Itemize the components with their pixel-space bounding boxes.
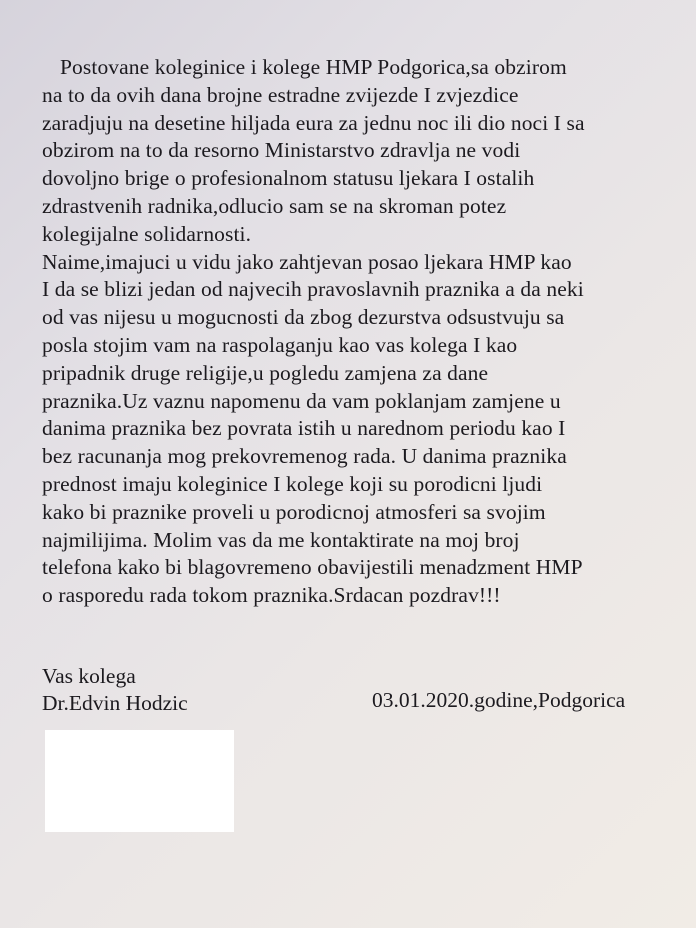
letter-line: I da se blizi jedan od najvecih pravoslavnih praznika a da neki [42,277,584,302]
letter-line: kolegijalne solidarnosti. [42,221,252,246]
letter-line: danima praznika bez povrata istih u narednom periodu kao I [42,416,566,441]
letter-line: najmilijima. Molim vas da me kontaktirate na moj broj [42,527,520,552]
signature-closing: Vas kolega [42,664,136,688]
letter-line: pripadnik druge religije,u pogledu zamjena za dane [42,360,489,385]
letter-line: Naime,imajuci u vidu jako zahtjevan posao ljekara HMP kao [42,249,572,274]
letter-line: na to da ovih dana brojne estradne zvijezde I zvjezdice [42,82,519,107]
letter-line: posla stojim vam na raspolaganju kao vas kolega I kao [42,332,518,357]
letter-line: obzirom na to da resorno Ministarstvo zdravlja ne vodi [42,138,521,163]
letter-line: zdrastvenih radnika,odlucio sam se na skroman potez [42,193,507,218]
signature-block [42,663,188,717]
letter-line: bez racunanja mog prekovremenog rada. U danima praznika [42,444,567,469]
letter-line: Postovane koleginice i kolege HMP Podgorica,sa obzirom [60,55,567,79]
letter-line: zaradjuju na desetine hiljada eura za jednu noc ili dio noci I sa [42,110,585,135]
letter-line: praznika.Uz vaznu napomenu da vam poklanjam zamjene u [42,388,561,413]
date-place: 03.01.2020.godine,Podgorica [372,688,626,712]
letter-line: od vas nijesu u mogucnosti da zbog dezurstva odsustvuju sa [42,305,565,330]
redacted-area [45,730,234,832]
letter-line: prednost imaju koleginice I kolege koji su porodicni ljudi [42,471,543,496]
signature-name: Dr.Edvin Hodzic [42,691,188,715]
letter-line: kako bi praznike proveli u porodicnoj atmosferi sa svojim [42,499,546,524]
letter-line: dovoljno brige o profesionalnom statusu ljekara I ostalih [42,166,535,191]
letter-body [42,54,682,610]
letter-line: telefona kako bi blagovremeno obavijestili menadzment HMP [42,555,583,580]
letter-line: o rasporedu rada tokom praznika.Srdacan pozdrav!!! [42,583,501,608]
